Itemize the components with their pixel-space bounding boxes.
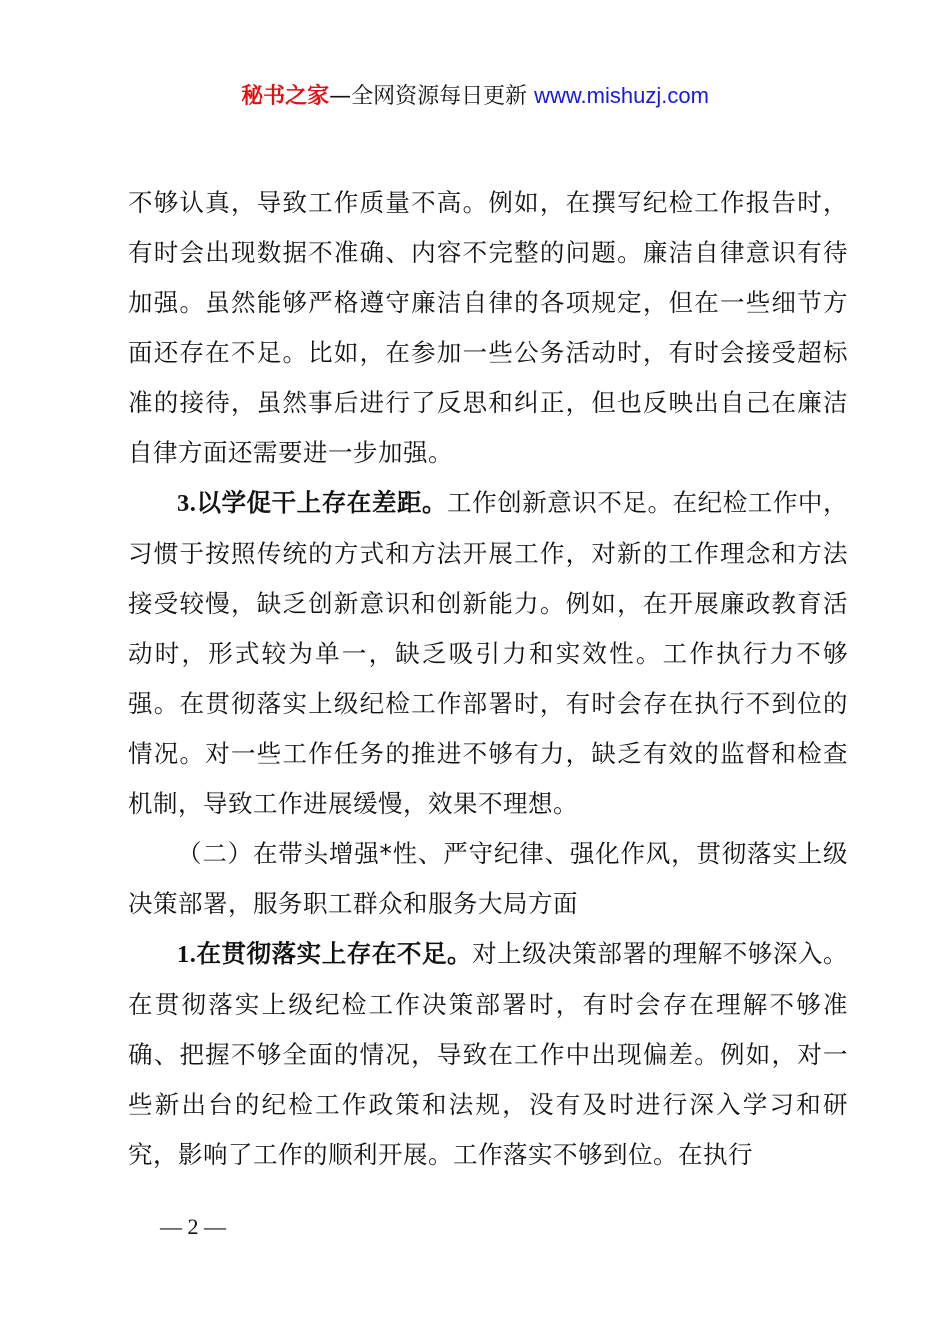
paragraph-text: 工作创新意识不足。在纪检工作中，习惯于按照传统的方式和方法开展工作，对新的工作理念和方法接受较慢，缺乏创新意识和创新能力。例如，在开展廉政教育活动时，形式较为单一，缺乏吸引力和实效性。工作执行力不够强。在贯彻落实上级纪检工作部署时，有时会存在执行不到位的情况。对一些工作任务的推进不够有力，缺乏有效的监督和检查机制，导致工作进展缓慢，效果不理想。 [128, 488, 848, 818]
item-lead-heading: 在贯彻落实上存在不足。 [196, 939, 473, 968]
item-number: 1. [177, 941, 197, 968]
item-lead-heading: 以学促干上存在差距。 [196, 488, 448, 517]
site-brand: 秘书之家 [241, 84, 330, 109]
paragraph-item-3 [128, 478, 848, 829]
paragraph-continuation [128, 178, 848, 478]
item-number: 3. [177, 490, 197, 517]
document-body [128, 178, 848, 1180]
section-heading-2 [128, 829, 848, 929]
paragraph-text: 对上级决策部署的理解不够深入。在贯彻落实上级纪检工作决策部署时，有时会存在理解不够准确、把握不够全面的情况，导致在工作中出现偏差。例如，对一些新出台的纪检工作政策和法规，没有及时进行深入学习和研究，影响了工作的顺利开展。工作落实不够到位。在执行 [128, 939, 848, 1169]
page-number: — 2 — [160, 1214, 226, 1239]
site-header [0, 80, 950, 113]
paragraph-text: 不够认真，导致工作质量不高。例如，在撰写纪检工作报告时，有时会出现数据不准确、内容不完整的问题。廉洁自律意识有待加强。虽然能够严格遵守廉洁自律的各项规定，但在一些细节方面还存在不足。比如，在参加一些公务活动时，有时会接受超标准的接待，虽然事后进行了反思和纠正，但也反映出自己在廉洁自律方面还需要进一步加强。 [128, 188, 848, 467]
section-heading-text: （二）在带头增强*性、严守纪律、强化作风，贯彻落实上级决策部署，服务职工群众和服务大局方面 [128, 839, 848, 918]
site-url-link[interactable]: www.mishuzj.com [534, 83, 709, 108]
paragraph-item-1 [128, 929, 848, 1180]
site-slogan: —全网资源每日更新 [329, 84, 535, 109]
